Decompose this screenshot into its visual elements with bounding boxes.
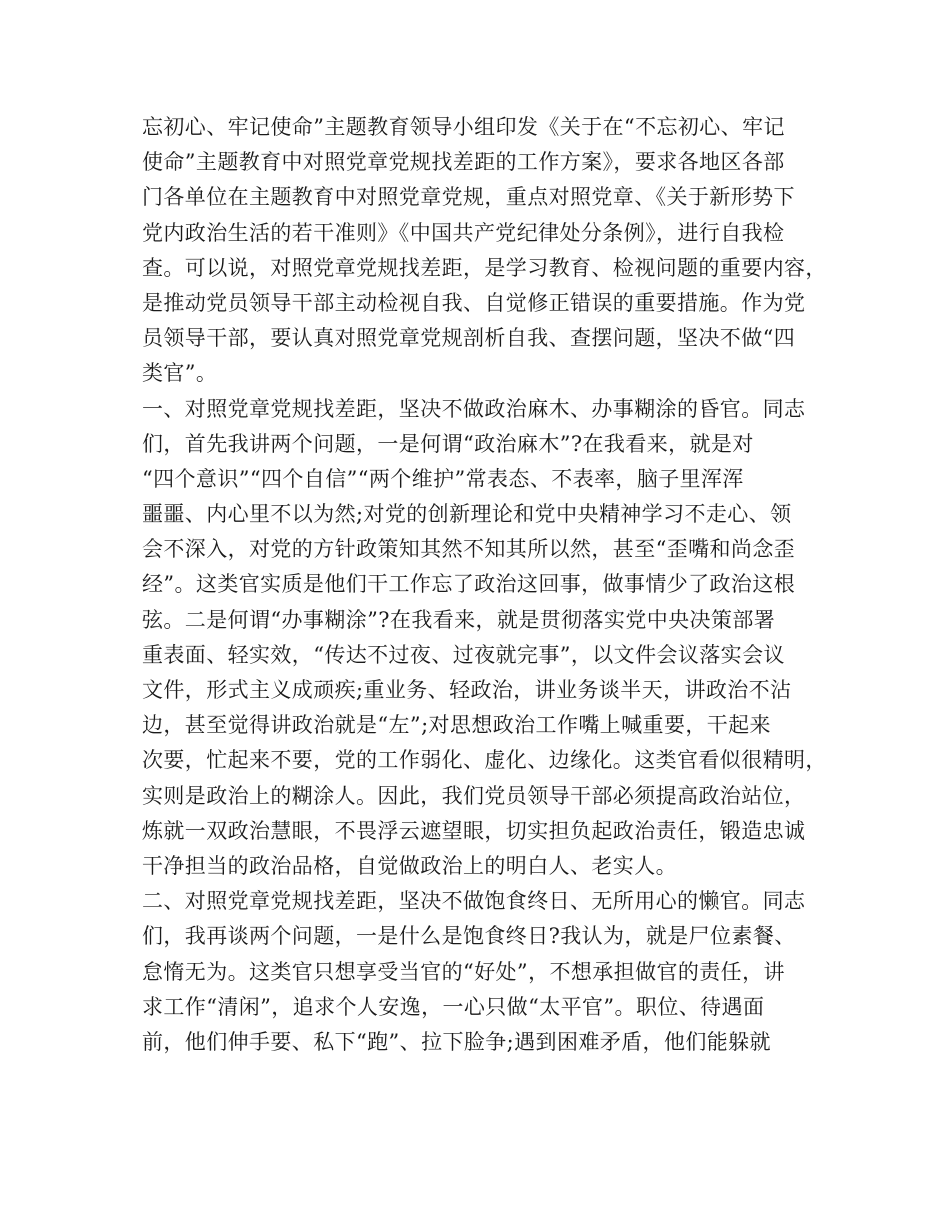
text-line: 员领导干部，要认真对照党章党规剖析自我、查摆问题，坚决不做“四: [142, 326, 796, 351]
text-line: 们，我再谈两个问题，一是什么是饱食终日?我认为，就是尸位素餐、: [142, 924, 796, 949]
section-heading-line: 二、对照党章党规找差距，坚决不做饱食终日、无所用心的懒官。同志: [142, 889, 806, 914]
text-line: 次要，忙起来不要，党的工作弱化、虚化、边缘化。这类官看似很精明，: [142, 748, 827, 773]
text-line: 查。可以说，对照党章党规找差距，是学习教育、检视问题的重要内容，: [142, 255, 827, 280]
text-line: 们，首先我讲两个问题，一是何谓“政治麻木”?在我看来，就是对: [142, 431, 754, 456]
text-line: 门各单位在主题教育中对照党章党规，重点对照党章、《关于新形势下: [142, 185, 795, 210]
text-line: 类官”。: [142, 361, 218, 386]
section-heading-line: 一、对照党章党规找差距，坚决不做政治麻木、办事糊涂的昏官。同志: [142, 396, 806, 421]
text-line: 实则是政治上的糊涂人。因此，我们党员领导干部必须提高政治站位，: [142, 783, 806, 808]
text-line: 弦。二是何谓“办事糊涂”?在我看来，就是贯彻落实党中央决策部署: [142, 607, 776, 632]
document-body: [142, 110, 832, 1060]
text-line: 干净担当的政治品格，自觉做政治上的明白人、老实人。: [142, 853, 677, 878]
text-line: 是推动党员领导干部主动检视自我、自觉修正错误的重要措施。作为党: [142, 290, 806, 315]
text-line: 忘初心、牢记使命”主题教育领导小组印发《关于在“不忘初心、牢记: [142, 115, 785, 139]
text-line: “四个意识”“四个自信”“两个维护”常表态、不表率，脑子里浑浑: [142, 466, 744, 491]
text-line: 噩噩、内心里不以为然;对党的创新理论和党中央精神学习不走心、领: [142, 502, 792, 527]
text-line: 党内政治生活的若干准则》《中国共产党纪律处分条例》，进行自我检: [142, 220, 785, 245]
text-line: 求工作“清闲”，追求个人安逸，一心只做“太平官”。职位、待遇面: [142, 994, 765, 1019]
text-line: 前，他们伸手要、私下“跑”、拉下脸争;遇到困难矛盾，他们能躲就: [142, 1029, 771, 1054]
text-line: 炼就一双政治慧眼，不畏浮云遮望眼，切实担负起政治责任，锻造忠诚: [142, 818, 806, 843]
text-line: 边，甚至觉得讲政治就是“左”;对思想政治工作嘴上喊重要，干起来: [142, 713, 771, 738]
text-line: 经”。这类官实质是他们干工作忘了政治这回事，做事情少了政治这根: [142, 572, 796, 597]
text-line: 会不深入，对党的方针政策知其然不知其所以然，甚至“歪嘴和尚念歪: [142, 537, 796, 562]
text-line: 重表面、轻实效，“传达不过夜、过夜就完事”，以文件会议落实会议: [142, 642, 785, 667]
text-line: 文件，形式主义成顽疾;重业务、轻政治，讲业务谈半天，讲政治不沾: [142, 678, 792, 702]
text-line: 使命”主题教育中对照党章党规找差距的工作方案》，要求各地区各部: [142, 150, 785, 175]
text-line: 怠惰无为。这类官只想享受当官的“好处”，不想承担做官的责任，讲: [142, 959, 785, 984]
